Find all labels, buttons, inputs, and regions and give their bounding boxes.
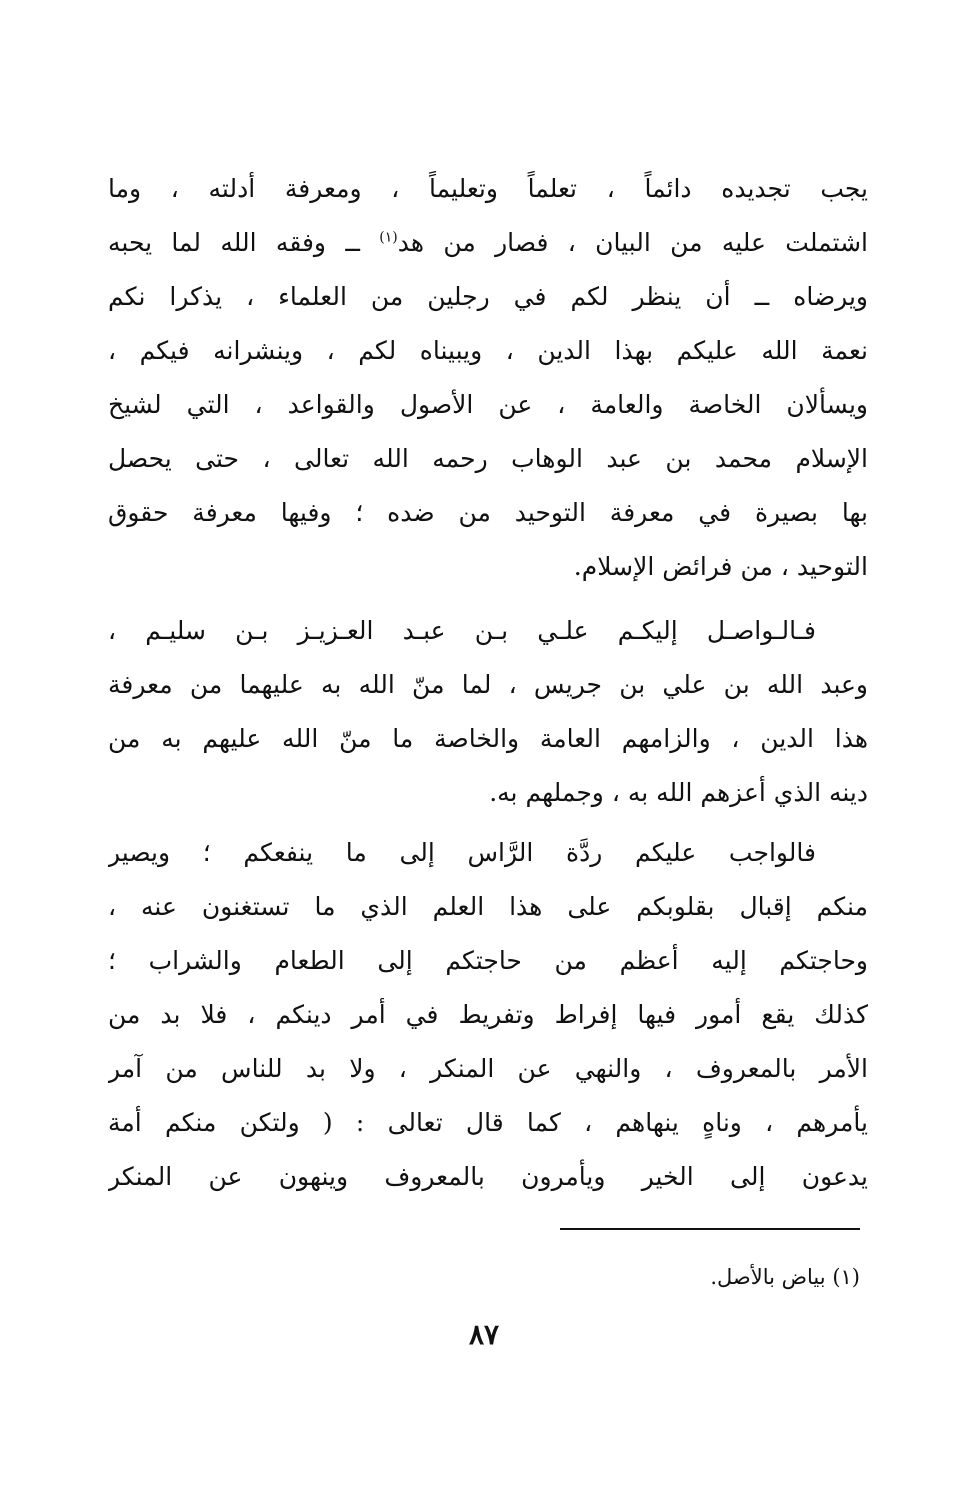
text-line: ويرضاه ــ أن ينظر لكم في رجلين من العلماء ، يذكرا نكم <box>108 282 868 311</box>
text-line: نعمة الله عليكم بهذا الدين ، ويبيناه لكم ، وينشرانه فيكم ، <box>108 336 868 365</box>
paragraph-2 <box>108 604 868 820</box>
text-line: بها بصيرة في معرفة التوحيد من ضده ؛ وفيها معرفة حقوق <box>108 498 868 527</box>
text-segment: ــ وفقه الله لما يحبه <box>108 228 380 257</box>
text-line: وعبد الله بن علي بن جريس ، لما منّ الله به عليهما من معرفة <box>108 670 868 699</box>
footnote <box>560 1262 860 1292</box>
footnote-reference: (١) <box>379 229 398 246</box>
text-line: الإسلام محمد بن عبد الوهاب رحمه الله تعالى ، حتى يحصل <box>108 444 868 473</box>
text-line: دينه الذي أعزهم الله به ، وجملهم به. <box>489 778 868 807</box>
text-line: يجب تجديده دائماً ، تعلماً وتعليماً ، ومعرفة أدلته ، وما <box>108 174 868 203</box>
text-line: الأمر بالمعروف ، والنهي عن المنكر ، ولا بد للناس من آمر <box>108 1054 868 1083</box>
text-line: فالواجب عليكم ردَّة الرَّاس إلى ما ينفعكم ؛ ويصير <box>108 838 816 867</box>
text-line: منكم إقبال بقلوبكم على هذا العلم الذي ما تستغنون عنه ، <box>108 892 868 921</box>
page-number: ٨٧ <box>468 1318 500 1351</box>
text-line: يأمرهم ، وناهٍ ينهاهم ، كما قال تعالى : ( ولتكن منكم أمة <box>108 1108 868 1137</box>
text-line <box>108 216 868 270</box>
paragraph-1 <box>108 162 868 594</box>
paragraph-3 <box>108 826 868 1204</box>
text-line: هذا الدين ، والزامهم العامة والخاصة ما منّ الله عليهم به من <box>108 724 868 753</box>
footnote-text: بياض بالأصل. <box>710 1265 826 1289</box>
text-line: التوحيد ، من فرائض الإسلام. <box>573 552 868 581</box>
text-line: وحاجتكم إليه أعظم من حاجتكم إلى الطعام والشراب ؛ <box>108 946 868 975</box>
text-line: ويسألان الخاصة والعامة ، عن الأصول والقواعد ، التي لشيخ <box>108 390 868 419</box>
footnote-divider <box>560 1228 860 1230</box>
text-line: كذلك يقع أمور فيها إفراط وتفريط في أمر دينكم ، فلا بد من <box>108 1000 868 1029</box>
text-line: فـالـواصـل إليكـم علـي بـن عبـد العـزيـز بـن سليـم ، <box>108 616 816 645</box>
footnote-marker: (١) <box>832 1265 860 1289</box>
text-segment: اشتملت عليه من البيان ، فصار من هد <box>397 228 868 257</box>
text-line: يدعون إلى الخير ويأمرون بالمعروف وينهون عن المنكر <box>108 1162 868 1191</box>
